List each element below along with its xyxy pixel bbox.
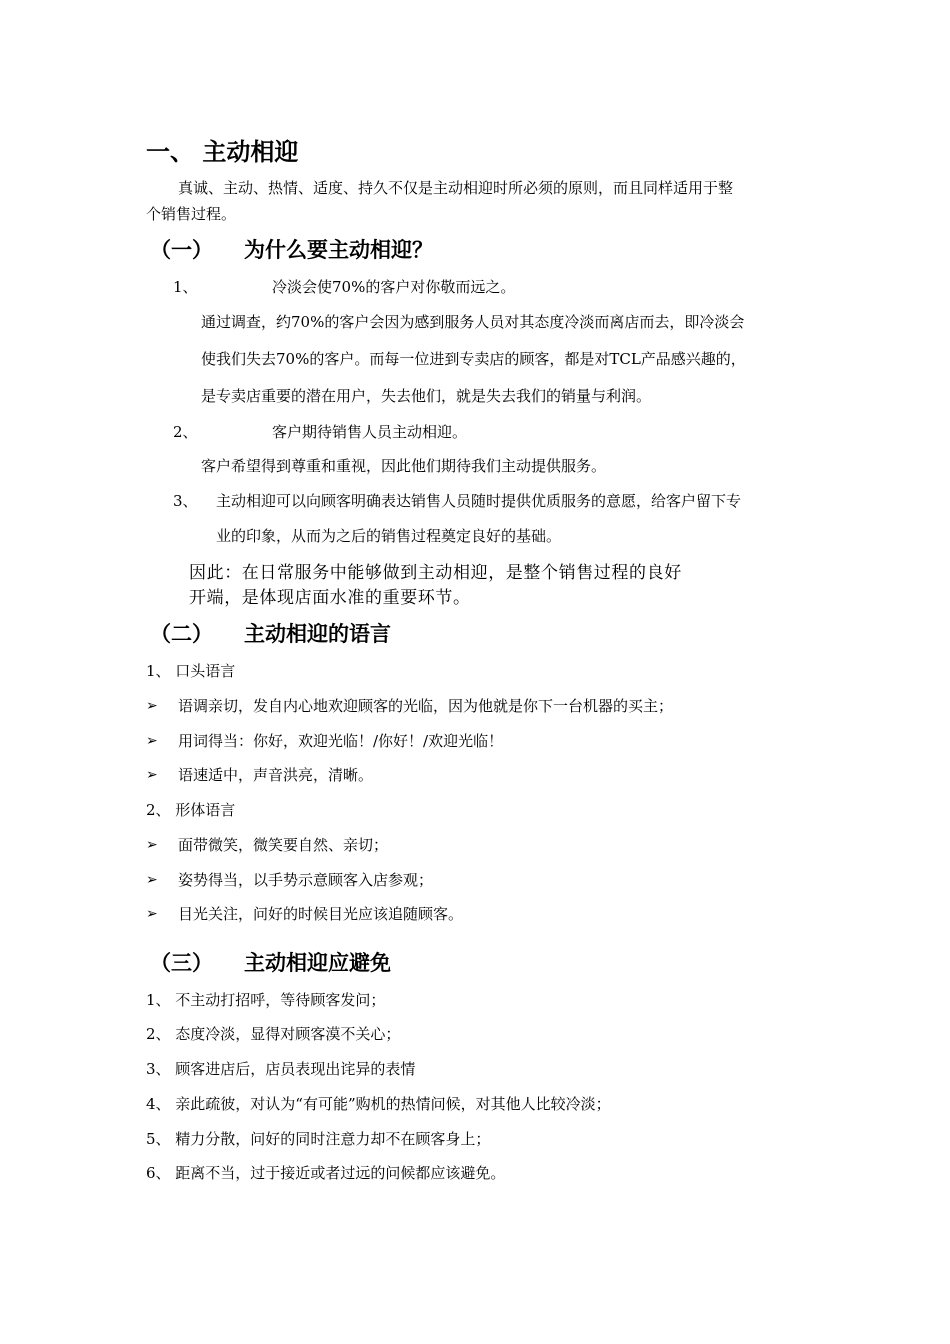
subsection-3-label: （三） (150, 951, 213, 975)
item-2-number: 2、 (173, 423, 198, 441)
group-1-bullet-3: 语速适中，声音洪亮，清晰。 (178, 766, 374, 784)
bullet-arrow-icon: ➢ (146, 872, 158, 888)
avoid-item-6: 6、 距离不当，过于接近或者过远的问候都应该避免。 (146, 1164, 506, 1182)
group-1-bullet-2: 用词得当：你好，欢迎光临！/你好！/欢迎光临！ (178, 732, 504, 750)
avoid-item-4: 4、 亲此疏彼，对认为“有可能”购机的热情问候，对其他人比较冷淡； (146, 1095, 611, 1113)
item-2-line-1: 客户希望得到尊重和重视，因此他们期待我们主动提供服务。 (201, 457, 607, 475)
avoid-item-3: 3、 顾客进店后，店员表现出诧异的表情 (146, 1060, 416, 1078)
item-1-line-3: 是专卖店重要的潜在用户，失去他们，就是失去我们的销量与利润。 (201, 387, 652, 405)
item-1-line-2: 使我们失去70%的客户。而每一位进到专卖店的顾客，都是对TCL产品感兴趣的， (201, 350, 746, 368)
item-2-heading: 客户期待销售人员主动相迎。 (272, 423, 468, 441)
bullet-arrow-icon: ➢ (146, 767, 158, 783)
bullet-arrow-icon: ➢ (146, 906, 158, 922)
group-1-heading: 1、 口头语言 (146, 662, 236, 680)
item-3-line-1: 业的印象，从而为之后的销售过程奠定良好的基础。 (216, 527, 562, 545)
avoid-item-2: 2、 态度冷淡，显得对顾客漠不关心； (146, 1025, 401, 1043)
group-1-bullet-1: 语调亲切，发自内心地欢迎顾客的光临，因为他就是你下一台机器的买主； (178, 697, 674, 715)
bullet-arrow-icon: ➢ (146, 698, 158, 714)
avoid-item-1: 1、 不主动打招呼，等待顾客发问； (146, 991, 386, 1009)
group-2-bullet-3: 目光关注，问好的时候目光应该追随顾客。 (178, 905, 464, 923)
item-3-number: 3、 (173, 492, 198, 510)
item-1-line-1: 通过调查，约70%的客户会因为感到服务人员对其态度冷淡而离店而去，即冷淡会 (201, 313, 745, 331)
conclusion-line-1: 因此：在日常服务中能够做到主动相迎，是整个销售过程的良好 (189, 563, 682, 583)
subsection-3-title: 主动相迎应避免 (244, 951, 391, 975)
section-title: 一、 主动相迎 (146, 138, 299, 166)
group-2-heading: 2、 形体语言 (146, 801, 236, 819)
bullet-arrow-icon: ➢ (146, 837, 158, 853)
intro-paragraph-line-1: 真诚、主动、热情、适度、持久不仅是主动相迎时所必须的原则，而且同样适用于整 (178, 179, 734, 197)
bullet-arrow-icon: ➢ (146, 733, 158, 749)
intro-paragraph-line-2: 个销售过程。 (146, 205, 237, 223)
group-2-bullet-2: 姿势得当，以手势示意顾客入店参观； (178, 871, 434, 889)
avoid-item-5: 5、 精力分散，问好的同时注意力却不在顾客身上； (146, 1130, 491, 1148)
item-3-heading: 主动相迎可以向顾客明确表达销售人员随时提供优质服务的意愿，给客户留下专 (216, 492, 742, 510)
item-1-number: 1、 (173, 278, 198, 296)
group-2-bullet-1: 面带微笑，微笑要自然、亲切； (178, 836, 389, 854)
conclusion-line-2: 开端，是体现店面水准的重要环节。 (189, 588, 471, 608)
subsection-2-title: 主动相迎的语言 (244, 622, 391, 646)
subsection-1-label: （一） (150, 238, 213, 262)
item-1-heading: 冷淡会使70%的客户对你敬而远之。 (272, 278, 516, 296)
subsection-2-label: （二） (150, 622, 213, 646)
subsection-1-title: 为什么要主动相迎？ (244, 238, 433, 262)
